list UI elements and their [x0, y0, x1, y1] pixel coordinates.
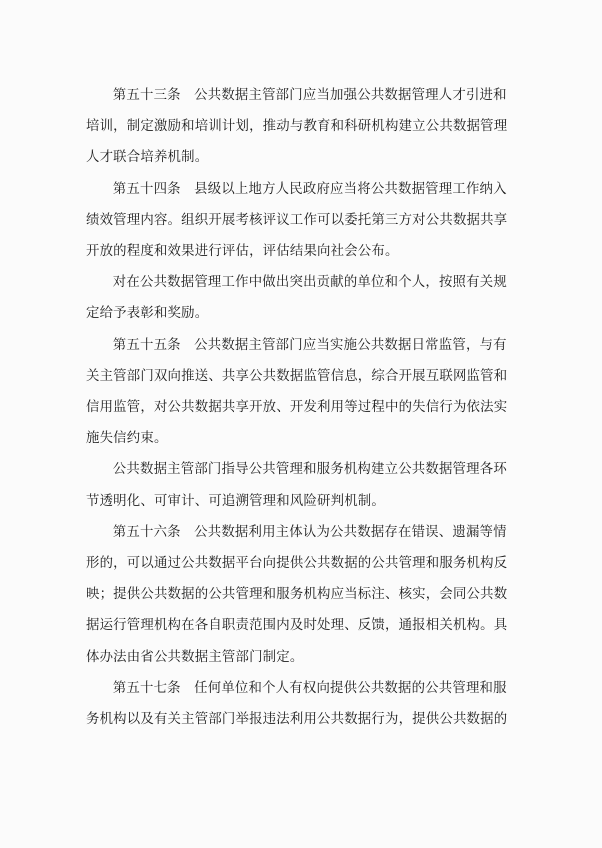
article-text: 公共数据主管部门应当实施公共数据日常监管，与有关主管部门双向推送、共享公共数据监管信息，综合开展互联网监管和信用监管，对公共数据共享开放、开发利用等过程中的失信行为依法实施失信约束。: [86, 337, 508, 447]
article-55-paragraph-2: [86, 454, 520, 516]
article-number: 第五十七条: [112, 680, 181, 696]
document-body: [86, 80, 520, 735]
article-text: 公共数据利用主体认为公共数据存在错误、遗漏等情形的，可以通过公共数据平台向提供公共数据的公共管理和服务机构反映；提供公共数据的公共管理和服务机构应当标注、核实，会同公共数据运行管理机构在各自职责范围内及时处理、反馈，通报相关机构。具体办法由省公共数据主管部门制定。: [86, 524, 508, 665]
article-number: 第五十三条: [112, 88, 181, 103]
article-55-paragraph: [86, 330, 520, 455]
article-54-paragraph-2: [86, 267, 520, 329]
article-number: 第五十四条: [112, 181, 181, 197]
article-text: 公共数据主管部门指导公共管理和服务机构建立公共数据管理各环节透明化、可审计、可追溯管理和风险研判机制。: [86, 462, 507, 509]
article-text: 公共数据主管部门应当加强公共数据管理人才引进和培训，制定激励和培训计划，推动与教育和科研机构建立公共数据管理人才联合培养机制。: [86, 88, 508, 166]
article-53-paragraph: [86, 80, 520, 174]
article-text: 对在公共数据管理工作中做出突出贡献的单位和个人，按照有关规定给予表彰和奖励。: [86, 275, 507, 322]
article-number: 第五十六条: [112, 524, 181, 540]
article-text: 县级以上地方人民政府应当将公共数据管理工作纳入绩效管理内容。组织开展考核评议工作可以委托第三方对公共数据共享开放的程度和效果进行评估，评估结果向社会公布。: [86, 181, 508, 260]
article-56-paragraph: [86, 517, 520, 673]
article-text: 任何单位和个人有权向提供公共数据的公共管理和服务机构以及有关主管部门举报违法利用公共数据行为，提供公共数据的: [86, 680, 508, 728]
article-54-paragraph: [86, 174, 520, 268]
article-number: 第五十五条: [112, 337, 181, 353]
article-57-paragraph: [86, 673, 520, 735]
